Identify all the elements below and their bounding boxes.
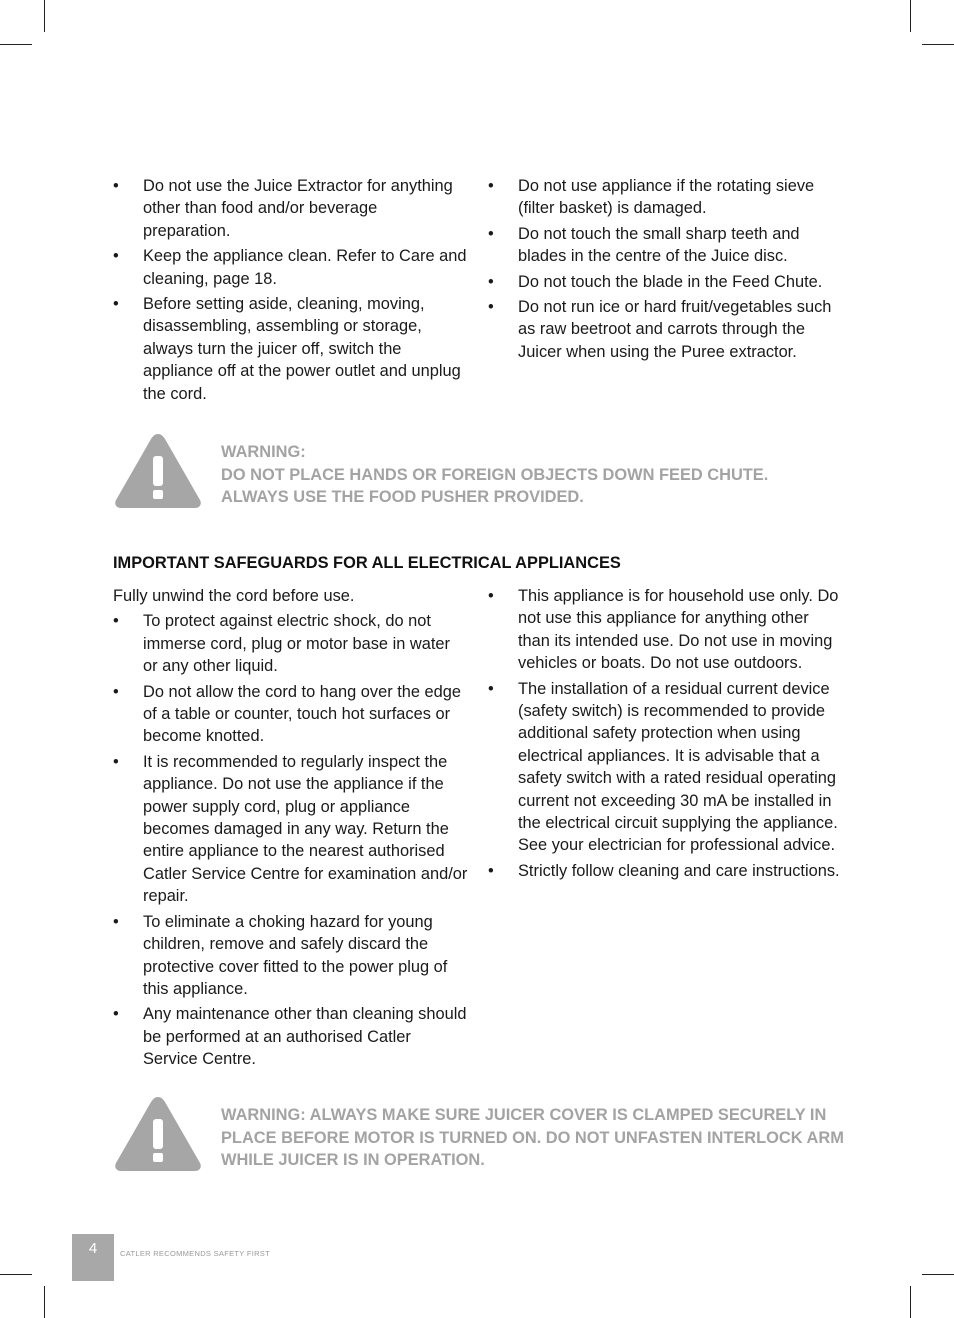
list-item: • Any maintenance other than cleaning should be performed at an authorised Catler Service Centre. [113,1003,468,1070]
crop-mark [910,0,911,32]
bottom-left-column [113,585,468,1074]
list-item: • To eliminate a choking hazard for young children, remove and safely discard the protective cover fitted to the power plug of this appliance. [113,911,468,1001]
bottom-right-list [488,585,843,882]
list-item: • Do not touch the blade in the Feed Chute. [488,271,843,293]
list-item: • Do not touch the small sharp teeth and blades in the centre of the Juice disc. [488,223,843,268]
warning-text [221,441,851,509]
warning-text [221,1104,851,1172]
crop-mark [922,44,954,45]
warning-triangle-icon [113,1093,203,1173]
bottom-left-list [113,610,468,1070]
list-item: • It is recommended to regularly inspect the appliance. Do not use the appliance if the power supply cord, plug or appliance becomes damaged in any way. Return the entire appliance to the nearest authorised Catler Service Centre for examination and/or repair. [113,751,468,908]
warning-triangle-icon [113,430,203,510]
list-item: • Do not allow the cord to hang over the edge of a table or counter, touch hot surfaces or become knotted. [113,681,468,748]
page-number: 4 [88,1240,98,1257]
intro-text: Fully unwind the cord before use. [113,587,355,605]
page-number-box [72,1234,114,1281]
warning-line: WHILE JUICER IS IN OPERATION. [221,1151,485,1170]
footer-text: CATLER RECOMMENDS SAFETY FIRST [120,1249,270,1258]
list-item: • Strictly follow cleaning and care instructions. [488,860,843,882]
crop-mark [0,44,32,45]
bottom-right-column [488,585,843,885]
list-item: • Do not use appliance if the rotating sieve (filter basket) is damaged. [488,175,843,220]
warning-line: WARNING: ALWAYS MAKE SURE JUICER COVER IS CLAMPED SECURELY IN [221,1106,827,1124]
top-right-column [488,175,843,366]
crop-mark [44,1286,45,1318]
list-item: • The installation of a residual current device (safety switch) is recommended to provide additional safety protection when using electrical appliances. It is advisable that a safety switch with a rated residual operating current not exceeding 30 mA be installed in the electrical circuit supplying the appliance. See your electrician for professional advice. [488,678,843,857]
warning-line: DO NOT PLACE HANDS OR FOREIGN OBJECTS DOWN FEED CHUTE. [221,465,769,484]
list-item: • To protect against electric shock, do not immerse cord, plug or motor base in water or any other liquid. [113,610,468,677]
warning-line: WARNING: [221,443,306,461]
crop-mark [0,1274,32,1275]
list-item: • Do not run ice or hard fruit/vegetables such as raw beetroot and carrots through the Juicer when using the Puree extractor. [488,296,843,363]
crop-mark [44,0,45,32]
crop-mark [922,1274,954,1275]
warning-block-juicer-cover [113,1093,853,1175]
warning-line: ALWAYS USE THE FOOD PUSHER PROVIDED. [221,488,584,507]
section-heading: IMPORTANT SAFEGUARDS FOR ALL ELECTRICAL APPLIANCES [113,554,621,572]
top-right-list [488,175,843,363]
list-item: • Before setting aside, cleaning, moving, disassembling, assembling or storage, always turn the juicer off, switch the appliance off at the power outlet and unplug the cord. [113,293,468,405]
list-item: • Do not use the Juice Extractor for anything other than food and/or beverage preparation. [113,175,468,242]
top-left-column [113,175,468,408]
top-left-list [113,175,468,405]
crop-mark [910,1286,911,1318]
list-item: • This appliance is for household use only. Do not use this appliance for anything other than its intended use. Do not use in moving vehicles or boats. Do not use outdoors. [488,585,843,675]
warning-block-feed-chute [113,430,853,512]
warning-line: PLACE BEFORE MOTOR IS TURNED ON. DO NOT UNFASTEN INTERLOCK ARM [221,1128,844,1147]
list-item: • Keep the appliance clean. Refer to Care and cleaning, page 18. [113,245,468,290]
